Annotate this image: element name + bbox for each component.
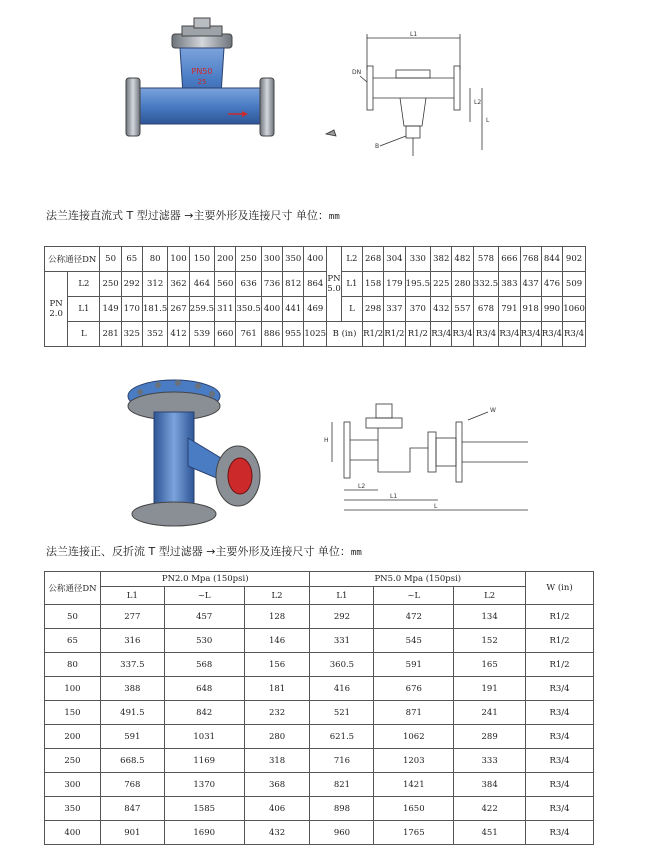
t1-cell: 990 bbox=[541, 297, 562, 322]
section2-caption bbox=[46, 543, 362, 559]
t2-dn-cell: 200 bbox=[45, 725, 101, 749]
t1-data-row bbox=[45, 272, 586, 297]
t1-cell: 292 bbox=[121, 272, 142, 297]
t2-cell: R3/4 bbox=[526, 797, 594, 821]
t2-cell: 676 bbox=[374, 677, 454, 701]
t2-cell: 368 bbox=[244, 773, 310, 797]
t1-cell: 362 bbox=[168, 272, 189, 297]
t2-cell: 388 bbox=[100, 677, 164, 701]
t1-cell: 1060 bbox=[563, 297, 586, 322]
t1-cell: 560 bbox=[215, 272, 236, 297]
t2-group2-header: PN5.0 Mpa (150psi) bbox=[310, 572, 526, 587]
t1-cell: 382 bbox=[431, 247, 452, 272]
t2-cell: 1421 bbox=[374, 773, 454, 797]
t2-cell: 530 bbox=[164, 629, 244, 653]
t1-cell: 955 bbox=[283, 322, 304, 347]
t1-row-label: L bbox=[341, 297, 362, 322]
t2-cell: R3/4 bbox=[526, 677, 594, 701]
t2-cell: 842 bbox=[164, 701, 244, 725]
t1-header-row bbox=[45, 247, 586, 272]
t2-cell: 621.5 bbox=[310, 725, 374, 749]
t2-sub-header: L1 bbox=[310, 587, 374, 605]
t2-data-row bbox=[45, 605, 594, 629]
t2-data-row bbox=[45, 773, 594, 797]
t1-cell: 886 bbox=[261, 322, 282, 347]
tee-strainer-photo bbox=[120, 10, 280, 160]
t1-cell: 736 bbox=[261, 272, 282, 297]
tee-strainer-drawing bbox=[320, 30, 500, 165]
t1-cell: 281 bbox=[100, 322, 121, 347]
t2-cell: 901 bbox=[100, 821, 164, 845]
t1-cell: R3/4 bbox=[541, 322, 562, 347]
dim-dn: DN bbox=[352, 69, 362, 76]
t1-cell: R3/4 bbox=[499, 322, 520, 347]
t2-cell: 1585 bbox=[164, 797, 244, 821]
t2-cell: 871 bbox=[374, 701, 454, 725]
t1-cell: 350.5 bbox=[236, 297, 262, 322]
badge-line1: PN50 bbox=[191, 67, 213, 76]
t1-cell: 476 bbox=[541, 272, 562, 297]
t2-cell: 648 bbox=[164, 677, 244, 701]
t2-cell: R1/2 bbox=[526, 653, 594, 677]
t2-data-row bbox=[45, 653, 594, 677]
t2-cell: 1062 bbox=[374, 725, 454, 749]
t2-cell: 292 bbox=[310, 605, 374, 629]
t1-cell: 268 bbox=[362, 247, 383, 272]
dim-l: L bbox=[434, 503, 438, 510]
t1-cell: 432 bbox=[431, 297, 452, 322]
t2-cell: 416 bbox=[310, 677, 374, 701]
t2-cell: 472 bbox=[374, 605, 454, 629]
t2-cell: R3/4 bbox=[526, 749, 594, 773]
t2-cell: 156 bbox=[244, 653, 310, 677]
dim-l2: L2 bbox=[358, 483, 366, 490]
t1-cell: 250 bbox=[100, 272, 121, 297]
t2-dn-cell: 300 bbox=[45, 773, 101, 797]
t1-cell: 636 bbox=[236, 272, 262, 297]
t2-cell: 668.5 bbox=[100, 749, 164, 773]
t1-cell: 812 bbox=[283, 272, 304, 297]
t2-cell: 591 bbox=[374, 653, 454, 677]
t1-cell: R3/4 bbox=[452, 322, 473, 347]
t1-cell: R3/4 bbox=[473, 322, 499, 347]
dim-w: W bbox=[490, 407, 496, 414]
section2-unit: mm bbox=[350, 548, 362, 558]
t2-cell: 521 bbox=[310, 701, 374, 725]
t2-group1-header: PN2.0 Mpa (150psi) bbox=[100, 572, 310, 587]
t2-w-header: W (in) bbox=[526, 572, 594, 605]
t2-cell: 847 bbox=[100, 797, 164, 821]
t2-cell: 1765 bbox=[374, 821, 454, 845]
t1-cell: 578 bbox=[473, 247, 499, 272]
t2-cell: 422 bbox=[454, 797, 526, 821]
t1-dn-label: 公称通径DN bbox=[45, 247, 100, 272]
t1-row-label: L1 bbox=[68, 297, 100, 322]
t2-cell: 457 bbox=[164, 605, 244, 629]
t1-cell: R1/2 bbox=[405, 322, 431, 347]
t1-cell: 259.5 bbox=[189, 297, 215, 322]
t1-cell: R3/4 bbox=[520, 322, 541, 347]
t1-dn-cell: 100 bbox=[168, 247, 189, 272]
table2 bbox=[44, 571, 594, 845]
t2-cell: 289 bbox=[454, 725, 526, 749]
t2-cell: 165 bbox=[454, 653, 526, 677]
table1 bbox=[44, 246, 586, 347]
t2-cell: R3/4 bbox=[526, 701, 594, 725]
t1-row-label: L2 bbox=[68, 272, 100, 297]
t1-cell: 181.5 bbox=[142, 297, 168, 322]
t1-cell: 509 bbox=[563, 272, 586, 297]
t1-row-label: L2 bbox=[341, 247, 362, 272]
t1-cell: 412 bbox=[168, 322, 189, 347]
t2-cell: 384 bbox=[454, 773, 526, 797]
t1-cell: 918 bbox=[520, 297, 541, 322]
t1-cell: 332.5 bbox=[473, 272, 499, 297]
t2-dn-cell: 65 bbox=[45, 629, 101, 653]
t1-dn-cell: 65 bbox=[121, 247, 142, 272]
t2-dn-cell: 250 bbox=[45, 749, 101, 773]
t2-data-row bbox=[45, 677, 594, 701]
t2-cell: R3/4 bbox=[526, 773, 594, 797]
t1-cell: 149 bbox=[100, 297, 121, 322]
t1-cell: R3/4 bbox=[563, 322, 586, 347]
t1-cell: 768 bbox=[520, 247, 541, 272]
t1-cell: 225 bbox=[431, 272, 452, 297]
t2-cell: 360.5 bbox=[310, 653, 374, 677]
t1-pn50-label: PN 5.0 bbox=[327, 247, 342, 322]
t1-row-label: L1 bbox=[341, 272, 362, 297]
t1-cell: 469 bbox=[304, 297, 327, 322]
t1-cell: 179 bbox=[384, 272, 405, 297]
dim-l1: L1 bbox=[410, 31, 418, 38]
t1-cell: 311 bbox=[215, 297, 236, 322]
t1-cell: R3/4 bbox=[431, 322, 452, 347]
t1-dn-cell: 200 bbox=[215, 247, 236, 272]
t2-data-row bbox=[45, 797, 594, 821]
t2-cell: 331 bbox=[310, 629, 374, 653]
t1-row-label: B (in) bbox=[327, 322, 363, 347]
t2-cell: R1/2 bbox=[526, 629, 594, 653]
t1-cell: 267 bbox=[168, 297, 189, 322]
t2-cell: 716 bbox=[310, 749, 374, 773]
dim-l1: L1 bbox=[390, 493, 398, 500]
t2-cell: 1650 bbox=[374, 797, 454, 821]
t1-pn20-label: PN 2.0 bbox=[45, 272, 68, 347]
t2-cell: 432 bbox=[244, 821, 310, 845]
angle-strainer-photo bbox=[118, 372, 278, 532]
t1-data-row bbox=[45, 297, 586, 322]
t1-dn-cell: 250 bbox=[236, 247, 262, 272]
t2-cell: 333 bbox=[454, 749, 526, 773]
t2-cell: 1370 bbox=[164, 773, 244, 797]
t2-sub-header: L2 bbox=[454, 587, 526, 605]
t2-cell: 128 bbox=[244, 605, 310, 629]
t2-dn-cell: 400 bbox=[45, 821, 101, 845]
t2-data-row bbox=[45, 629, 594, 653]
t2-dn-header: 公称通径DN bbox=[45, 572, 101, 605]
t1-cell: 383 bbox=[499, 272, 520, 297]
t1-cell: 370 bbox=[405, 297, 431, 322]
t2-dn-cell: 350 bbox=[45, 797, 101, 821]
t1-cell: 330 bbox=[405, 247, 431, 272]
t2-cell: 1031 bbox=[164, 725, 244, 749]
t2-cell: 898 bbox=[310, 797, 374, 821]
t2-cell: 768 bbox=[100, 773, 164, 797]
t1-cell: 437 bbox=[520, 272, 541, 297]
t1-cell: 400 bbox=[261, 297, 282, 322]
t1-dn-cell: 350 bbox=[283, 247, 304, 272]
t1-cell: 280 bbox=[452, 272, 473, 297]
dim-l2: L2 bbox=[474, 99, 482, 106]
t2-dn-cell: 50 bbox=[45, 605, 101, 629]
t2-cell: 960 bbox=[310, 821, 374, 845]
t1-dn-cell: 50 bbox=[100, 247, 121, 272]
t1-data-row bbox=[45, 322, 586, 347]
t1-cell: 791 bbox=[499, 297, 520, 322]
t2-cell: R3/4 bbox=[526, 725, 594, 749]
t2-dn-cell: 150 bbox=[45, 701, 101, 725]
t2-data-row bbox=[45, 821, 594, 845]
t1-cell: 170 bbox=[121, 297, 142, 322]
t2-sub-header: ~L bbox=[164, 587, 244, 605]
t2-cell: 1690 bbox=[164, 821, 244, 845]
t2-cell: 568 bbox=[164, 653, 244, 677]
t2-cell: 491.5 bbox=[100, 701, 164, 725]
t1-cell: 761 bbox=[236, 322, 262, 347]
t1-cell: 464 bbox=[189, 272, 215, 297]
t1-dn-cell: 80 bbox=[142, 247, 168, 272]
dim-l: L bbox=[486, 117, 490, 124]
t1-cell: R1/2 bbox=[384, 322, 405, 347]
t1-row-label: L bbox=[68, 322, 100, 347]
t2-cell: 232 bbox=[244, 701, 310, 725]
t2-data-row bbox=[45, 701, 594, 725]
t2-sub-header: L1 bbox=[100, 587, 164, 605]
t1-cell: 902 bbox=[563, 247, 586, 272]
t1-cell: 312 bbox=[142, 272, 168, 297]
t1-cell: 539 bbox=[189, 322, 215, 347]
t2-cell: R3/4 bbox=[526, 821, 594, 845]
t2-cell: 337.5 bbox=[100, 653, 164, 677]
t2-cell: 191 bbox=[454, 677, 526, 701]
t1-cell: 298 bbox=[362, 297, 383, 322]
t1-cell: 482 bbox=[452, 247, 473, 272]
t1-cell: R1/2 bbox=[362, 322, 383, 347]
t2-dn-cell: 80 bbox=[45, 653, 101, 677]
t2-cell: 821 bbox=[310, 773, 374, 797]
section1-caption bbox=[46, 207, 340, 223]
t1-cell: 557 bbox=[452, 297, 473, 322]
t2-cell: 1203 bbox=[374, 749, 454, 773]
t1-dn-cell: 300 bbox=[261, 247, 282, 272]
t2-cell: 181 bbox=[244, 677, 310, 701]
t1-cell: 864 bbox=[304, 272, 327, 297]
t2-cell: 318 bbox=[244, 749, 310, 773]
dim-b: B bbox=[375, 143, 380, 150]
section2-caption-text: 法兰连接正、反折流 T 型过滤器 →主要外形及连接尺寸 单位： bbox=[46, 545, 351, 558]
t2-cell: 591 bbox=[100, 725, 164, 749]
t2-cell: 1169 bbox=[164, 749, 244, 773]
t1-cell: 158 bbox=[362, 272, 383, 297]
t1-dn-cell: 150 bbox=[189, 247, 215, 272]
t2-cell: 277 bbox=[100, 605, 164, 629]
t1-cell: 678 bbox=[473, 297, 499, 322]
t2-cell: 545 bbox=[374, 629, 454, 653]
t2-cell: 451 bbox=[454, 821, 526, 845]
t1-cell: 337 bbox=[384, 297, 405, 322]
t2-cell: R1/2 bbox=[526, 605, 594, 629]
t2-cell: 146 bbox=[244, 629, 310, 653]
t1-cell: 666 bbox=[499, 247, 520, 272]
t1-cell: 195.5 bbox=[405, 272, 431, 297]
t1-cell: 325 bbox=[121, 322, 142, 347]
dim-h: H bbox=[324, 437, 329, 444]
angle-strainer-drawing bbox=[318, 392, 538, 517]
t1-cell: 352 bbox=[142, 322, 168, 347]
t2-cell: 134 bbox=[454, 605, 526, 629]
t2-cell: 316 bbox=[100, 629, 164, 653]
t1-cell: 1025 bbox=[304, 322, 327, 347]
t2-cell: 280 bbox=[244, 725, 310, 749]
t2-data-row bbox=[45, 749, 594, 773]
section1-unit: mm bbox=[328, 212, 340, 222]
t2-dn-cell: 100 bbox=[45, 677, 101, 701]
t2-sub-header: L2 bbox=[244, 587, 310, 605]
t1-cell: 844 bbox=[541, 247, 562, 272]
t1-cell: 441 bbox=[283, 297, 304, 322]
badge-line2: 25 bbox=[197, 78, 207, 86]
t2-sub-header: ~L bbox=[374, 587, 454, 605]
t2-cell: 152 bbox=[454, 629, 526, 653]
t1-cell: 660 bbox=[215, 322, 236, 347]
t1-dn-cell: 400 bbox=[304, 247, 327, 272]
section1-caption-text: 法兰连接直流式 T 型过滤器 →主要外形及连接尺寸 单位： bbox=[46, 209, 329, 222]
t2-cell: 241 bbox=[454, 701, 526, 725]
t2-cell: 406 bbox=[244, 797, 310, 821]
t2-data-row bbox=[45, 725, 594, 749]
t1-cell: 304 bbox=[384, 247, 405, 272]
